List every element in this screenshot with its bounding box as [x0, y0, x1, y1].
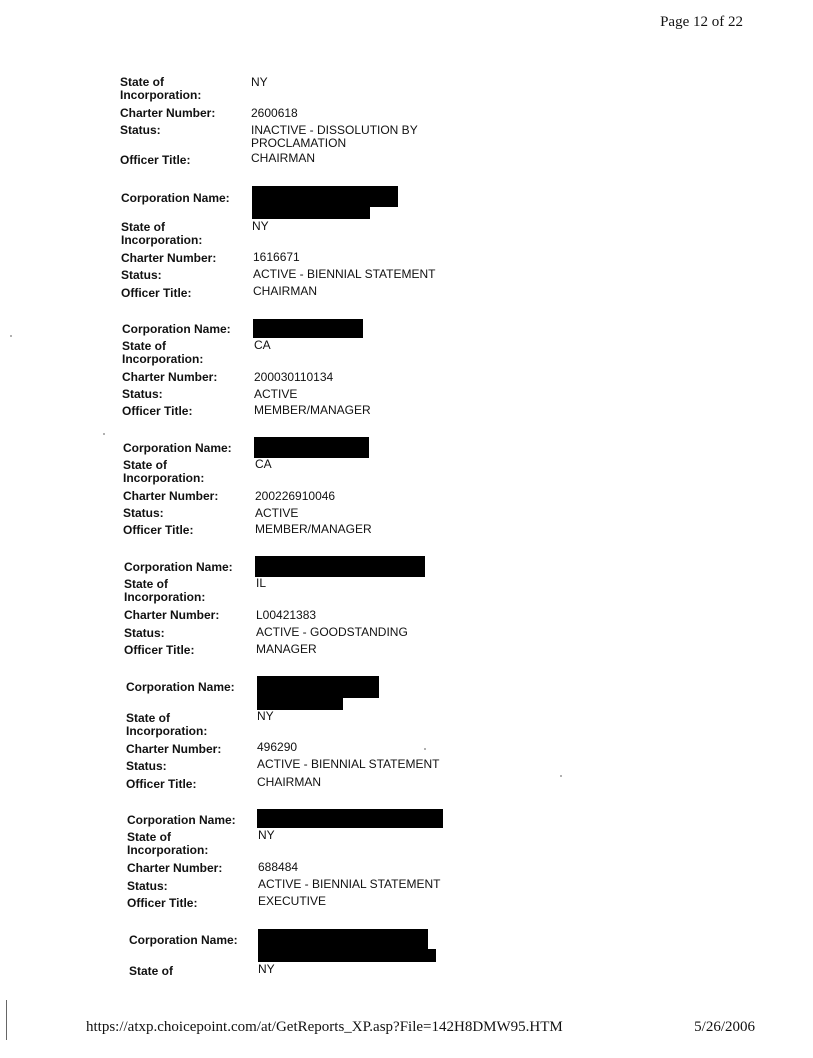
- charter-number-label: Charter Number:: [126, 742, 222, 756]
- corporation-name-label: Corporation Name:: [129, 933, 238, 947]
- state-of-incorporation-value: CA: [255, 457, 272, 471]
- redacted-corporation-name: [258, 929, 428, 951]
- officer-title-label: Officer Title:: [121, 286, 192, 300]
- state-of-incorporation-value: CA: [254, 338, 271, 352]
- officer-title-value: MANAGER: [256, 642, 317, 656]
- redacted-corporation-name: [257, 676, 379, 698]
- scan-edge-mark: [6, 1000, 7, 1040]
- charter-number-label: Charter Number:: [120, 106, 216, 120]
- charter-number-label: Charter Number:: [124, 608, 220, 622]
- officer-title-label: Officer Title:: [122, 404, 193, 418]
- redacted-corporation-name: [257, 696, 343, 710]
- corporation-name-label: Corporation Name:: [121, 191, 230, 205]
- officer-title-value: CHAIRMAN: [257, 775, 322, 789]
- officer-title-label: Officer Title:: [127, 896, 198, 910]
- charter-number-label: Charter Number:: [123, 489, 219, 503]
- officer-title-label: Officer Title:: [126, 777, 197, 791]
- status-value: ACTIVE: [254, 387, 298, 401]
- redacted-corporation-name: [257, 809, 443, 828]
- scan-speck: [103, 433, 105, 435]
- redacted-corporation-name: [255, 556, 425, 577]
- page-number: Page 12 of 22: [660, 14, 743, 30]
- officer-title-value: CHAIRMAN: [253, 284, 318, 298]
- officer-title-value: CHAIRMAN: [251, 151, 316, 165]
- state-of-incorporation-value: IL: [256, 576, 267, 590]
- status-label: Status:: [126, 759, 167, 773]
- status-label: Status:: [127, 879, 168, 893]
- officer-title-value: MEMBER/MANAGER: [255, 522, 372, 536]
- redacted-corporation-name: [253, 319, 363, 338]
- state-of-incorporation-label: State of Incorporation:: [123, 458, 205, 485]
- state-of-incorporation-label: State of Incorporation:: [121, 220, 203, 247]
- charter-number-value: 200030110134: [254, 370, 334, 384]
- corporation-name-label: Corporation Name:: [127, 813, 236, 827]
- page-footer: [86, 1019, 755, 1036]
- status-label: Status:: [120, 123, 161, 137]
- corporation-name-label: Corporation Name:: [126, 680, 235, 694]
- corporation-name-label: Corporation Name:: [124, 560, 233, 574]
- status-value: ACTIVE - BIENNIAL STATEMENT: [257, 757, 440, 771]
- scan-speck: [560, 775, 562, 777]
- charter-number-label: Charter Number:: [127, 861, 223, 875]
- officer-title-label: Officer Title:: [123, 523, 194, 537]
- officer-title-value: EXECUTIVE: [258, 894, 327, 908]
- footer-url: https://atxp.choicepoint.com/at/GetReports_XP.asp?File=142H8DMW95.HTM: [86, 1019, 563, 1035]
- scan-speck: [10, 335, 12, 337]
- status-label: Status:: [124, 626, 165, 640]
- redacted-corporation-name: [252, 205, 370, 219]
- charter-number-value: 496290: [257, 740, 298, 754]
- status-value: ACTIVE - BIENNIAL STATEMENT: [253, 267, 436, 281]
- redacted-corporation-name: [252, 186, 398, 207]
- state-of-incorporation-label: State of Incorporation:: [122, 339, 204, 366]
- status-value: INACTIVE - DISSOLUTION BY PROCLAMATION: [251, 123, 418, 150]
- charter-number-value: L00421383: [256, 608, 317, 622]
- status-value: ACTIVE: [255, 506, 299, 520]
- officer-title-label: Officer Title:: [124, 643, 195, 657]
- status-value: ACTIVE - GOODSTANDING: [256, 625, 408, 639]
- charter-number-value: 688484: [258, 860, 299, 874]
- redacted-corporation-name: [258, 949, 436, 962]
- status-label: Status:: [121, 268, 162, 282]
- corporation-name-label: Corporation Name:: [122, 322, 231, 336]
- officer-title-value: MEMBER/MANAGER: [254, 403, 371, 417]
- charter-number-value: 2600618: [251, 106, 298, 120]
- charter-number-value: 1616671: [253, 250, 300, 264]
- state-of-incorporation-value: NY: [257, 709, 274, 723]
- state-of-incorporation-label: State of Incorporation:: [127, 830, 209, 857]
- status-label: Status:: [123, 506, 164, 520]
- state-of-incorporation-value: NY: [258, 962, 275, 976]
- officer-title-label: Officer Title:: [120, 153, 191, 167]
- footer-date: 5/26/2006: [694, 1019, 755, 1035]
- state-of-incorporation-value: NY: [251, 75, 268, 89]
- state-of-incorporation-label: State of Incorporation:: [120, 75, 202, 102]
- status-label: Status:: [122, 387, 163, 401]
- corporation-name-label: Corporation Name:: [123, 441, 232, 455]
- redacted-corporation-name: [254, 437, 369, 458]
- charter-number-label: Charter Number:: [122, 370, 218, 384]
- charter-number-value: 200226910046: [255, 489, 336, 503]
- state-of-incorporation-label: State of Incorporation:: [124, 577, 206, 604]
- state-of-incorporation-label: State of Incorporation:: [126, 711, 208, 738]
- scan-speck: [424, 748, 426, 750]
- state-of-label: State of: [129, 964, 174, 978]
- state-of-incorporation-value: NY: [258, 828, 275, 842]
- state-of-incorporation-value: NY: [252, 219, 269, 233]
- status-value: ACTIVE - BIENNIAL STATEMENT: [258, 877, 441, 891]
- charter-number-label: Charter Number:: [121, 251, 217, 265]
